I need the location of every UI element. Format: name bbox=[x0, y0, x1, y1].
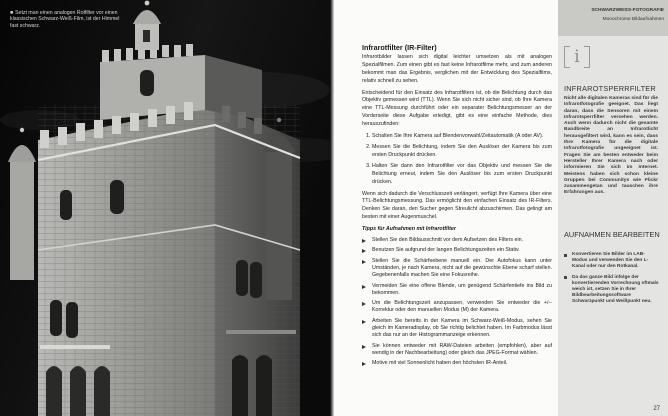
tip-text: Stellen Sie die Schärfeebene manuell ein. Der Autofokus kann unter Umständen, je nach Kamera, nicht auf die gewünschte Ebene scharf stellen. Gegebenenfalls machen Sie eine Fokusreihe. bbox=[372, 257, 552, 279]
tip-item bbox=[362, 258, 552, 280]
sidebar-list-text: Konvertieren Sie Bilder im LAB-Modus und verwenden Sie den L-Kanal oder nur den Rotkanal. bbox=[572, 252, 649, 270]
tip-text: Sie können entweder mit RAW-Dateien arbeiten (empfohlen), aber auf wendig in der Nachbearbeitung) oder gleich das JPEG-Format wählen. bbox=[372, 342, 552, 356]
frame-gap-bottom bbox=[570, 67, 584, 69]
triangle-bullet-icon bbox=[362, 285, 366, 289]
tips-list bbox=[362, 237, 552, 367]
tip-item bbox=[362, 247, 552, 254]
square-bullet-icon bbox=[564, 276, 567, 279]
sidebar bbox=[558, 0, 668, 416]
tip-text: Motive mit viel Sonnenlicht haben den höchsten IR-Anteil. bbox=[372, 360, 508, 367]
main-column bbox=[362, 44, 552, 370]
section-title: Infrarotfilter (IR-Filter) bbox=[362, 43, 437, 52]
triangle-bullet-icon bbox=[362, 362, 366, 366]
sidebar-text: Nicht alle digitalen Kameras sind für die Infrarotfotografie geeignet. Das liegt daran, dass die Sensoren mit einem Infrarotsperrfilter versehen werden. Auch wenn dadurch nicht die gesamte Bandbreite an Infrarotlicht herausgefiltert wird, kann es sein, dass Ihre Kamera für die digitale Infrarotfotografie ungeeignet ist. Fragen Sie am besten entweder beim Hersteller Ihrer Kamera nach oder informieren Sie sich im Internet. Meistens haben sich schon kleine Gruppen bei Communitys wie Flickr zusammengetan und tauschen ihre Erfahrungen aus. bbox=[564, 96, 658, 196]
sidebar-heading-infrarotsperrfilter: INFRAROTSPERRFILTER bbox=[564, 84, 656, 93]
info-box bbox=[564, 46, 590, 68]
tip-item bbox=[362, 300, 552, 315]
triangle-bullet-icon bbox=[362, 249, 366, 253]
tip-item bbox=[362, 360, 552, 367]
triangle-bullet-icon bbox=[362, 302, 366, 306]
chapter-title: SCHWARZWEISS-FOTOGRAFIE bbox=[591, 8, 664, 13]
tower-photo bbox=[0, 0, 332, 416]
tip-item bbox=[362, 237, 552, 244]
chapter-subtitle: Monochrome Bildaufnahmen bbox=[602, 16, 664, 22]
tip-item bbox=[362, 283, 552, 298]
sidebar-list-item bbox=[564, 252, 660, 271]
ttl-paragraph: Entscheidend für den Einsatz des Infrarotfilters ist, ob die Belichtung durch das Objektiv gemessen wird (TTL). Wenn Sie sich nicht sicher sind, ob Ihre Kamera eine TTL-Messung durchführt oder ein separater Belichtungsmesser an der Vorderseite diese Aufgabe erledigt, gibt es eine einfache Methode, dies herauszufinden: bbox=[362, 89, 552, 128]
info-icon: i bbox=[574, 47, 580, 67]
chapter-tab bbox=[558, 0, 668, 36]
square-bullet-icon bbox=[564, 254, 567, 257]
tip-text: Um die Belichtungszeit anzupassen, verwenden Sie entweder die +/--Korrektur oder den manuellen Modus (M) der Kamera. bbox=[372, 300, 552, 314]
tower-photo-illustration bbox=[0, 0, 332, 416]
caption-bullet-icon: ■ bbox=[10, 10, 14, 16]
sidebar-list bbox=[564, 252, 660, 310]
steps-list bbox=[362, 133, 552, 186]
tips-title: Tipps für Aufnahmen mit Infrarotfilter bbox=[362, 226, 456, 233]
text-page bbox=[334, 0, 668, 416]
page-number: 27 bbox=[653, 406, 660, 412]
tip-item bbox=[362, 343, 552, 358]
intro-paragraph: Infrarotbilder lassen sich digital leichter umsetzen als mit analogen Spezialfilmen. Zum einen gibt es fast keine Infrarotfilme mehr, und zum anderen bekommt man das Ergebnis, verglichen mit der Entwicklung des Spezialfilms, relativ schnell zu sehen. bbox=[362, 53, 552, 84]
tip-text: Vermeiden Sie eine offene Blende, um genügend Schärfentiefe ins Bild zu bekommen. bbox=[372, 282, 552, 296]
triangle-bullet-icon bbox=[362, 320, 366, 324]
tip-item bbox=[362, 318, 552, 340]
tip-text: Benutzen Sie aufgrund der langen Belichtungszeiten ein Stativ. bbox=[372, 247, 520, 254]
photo-caption bbox=[10, 10, 128, 29]
sidebar-list-item bbox=[564, 275, 660, 306]
sidebar-heading-bearbeiten: AUFNAHMEN BEARBEITEN bbox=[564, 230, 660, 239]
result-paragraph: Wenn sich dadurch die Verschlusszeit verlängert, verfügt Ihre Kamera über eine TTL-Belichtungsmessung. Das ermöglicht den einfachen Einsatz des IR-Filters. Denken Sie daran, den Sucher gegen Streulicht abzuschirmen. Das gelingt am besten mit einer Augenmuschel. bbox=[362, 190, 552, 221]
step-item: 2. Messen Sie die Belichtung, indem Sie den Auslöser der Kamera bis zum ersten Druckpunkt drücken. bbox=[372, 144, 552, 160]
step-item: 3. Halten Sie dann den Infrarotfilter vor das Objektiv und messen Sie die Belichtung erneut, indem Sie den Auslöser bis zum ersten Druckpunkt drücken. bbox=[372, 163, 552, 187]
sidebar-list-text: Da das ganze Bild infolge der konvertierenden Vorrechnung oftmals weich ist, setzen Sie in Ihrer Bildbearbeitungssoftware Schwarzpunkt und Weißpunkt neu. bbox=[572, 274, 659, 305]
tip-text: Stellen Sie den Bildausschnitt vor dem Aufsetzen des Filters ein. bbox=[372, 237, 524, 244]
triangle-bullet-icon bbox=[362, 345, 366, 349]
triangle-bullet-icon bbox=[362, 239, 366, 243]
tip-text: Arbeiten Sie bereits in der Kamera im Schwarz-Weiß-Modus, sehen Sie gleich im Kameradisplay, ob Sie richtig belichtet haben. Im Farbmodus lässt sich das nur an der Histogrammanzeige erkennen. bbox=[372, 317, 552, 339]
photo-caption-text: Setzt man einen analogen Rotfilter vor einen klassischen Schwarz-Weiß-Film, ist der Himmel fast schwarz. bbox=[10, 10, 120, 29]
step-item: 1. Schalten Sie Ihre Kamera auf Blendenvorwahl/Zeitautomatik (A oder AV). bbox=[372, 133, 552, 141]
triangle-bullet-icon bbox=[362, 260, 366, 264]
